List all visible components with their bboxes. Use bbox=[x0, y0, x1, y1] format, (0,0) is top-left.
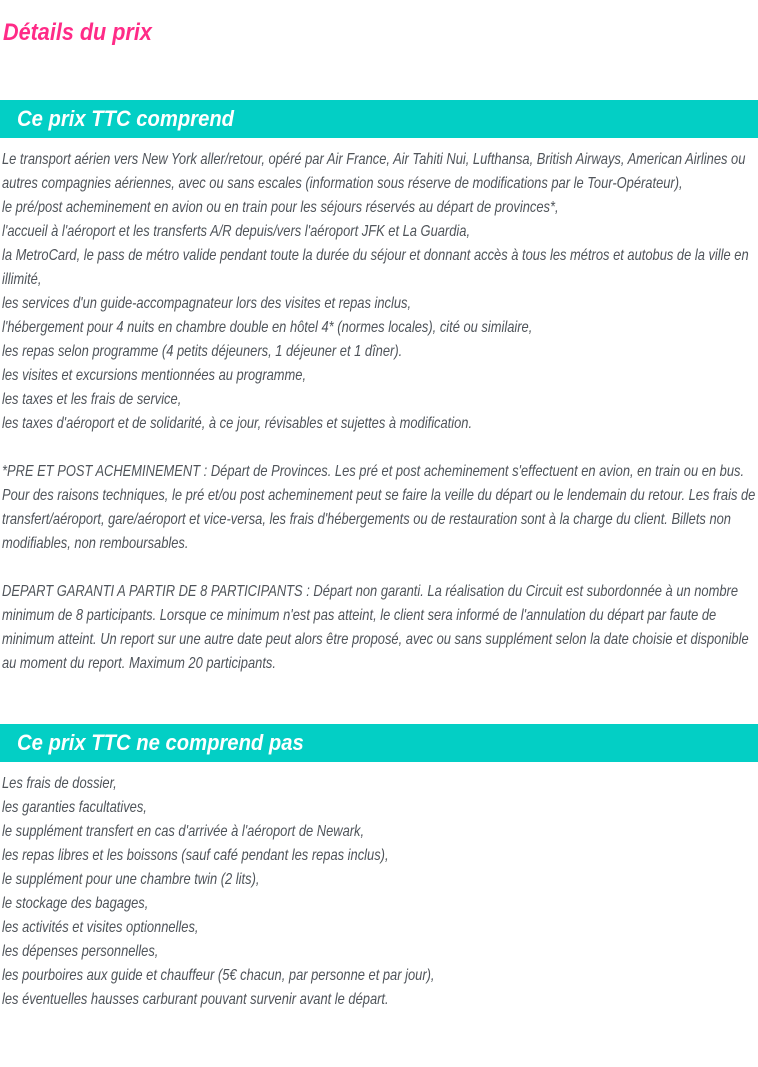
included-list bbox=[2, 148, 758, 676]
included-item: la MetroCard, le pass de métro valide pendant toute la durée du séjour et donnant accès à tous les métros et autobus de la ville en illimité, bbox=[2, 247, 749, 288]
included-item: l'hébergement pour 4 nuits en chambre double en hôtel 4* (normes locales), cité ou similaire, bbox=[2, 319, 533, 336]
section-heading-not-included-text: Ce prix TTC ne comprend pas bbox=[17, 730, 304, 755]
note-depart-garanti: DEPART GARANTI A PARTIR DE 8 PARTICIPANTS : Départ non garanti. La réalisation du Circuit est subordonnée à un nombre minimum de 8 participants. Lorsque ce minimum n'est pas atteint, le client sera informé de l'annulation du départ par faute de minimum atteint. Un report sur une autre date peut alors être proposé, avec ou sans supplément selon la date choisie et disponible au moment du report. Maximum 20 participants. bbox=[2, 583, 749, 672]
not-included-item: le supplément transfert en cas d'arrivée à l'aéroport de Newark, bbox=[2, 823, 365, 840]
not-included-item: les activités et visites optionnelles, bbox=[2, 919, 199, 936]
section-included bbox=[0, 100, 758, 676]
section-not-included bbox=[0, 724, 758, 1012]
note-pre-post-acheminement: *PRE ET POST ACHEMINEMENT : Départ de Provinces. Les pré et post acheminement s'effectuent en avion, en train ou en bus. Pour des raisons techniques, le pré et/ou post acheminement peut se faire la veille du départ ou le lendemain du retour. Les frais de transfert/aéroport, gare/aéroport et vice-versa, les frais d'hébergements ou de restauration sont à la charge du client. Billets non modifiables, non remboursables. bbox=[2, 463, 756, 552]
section-heading-not-included bbox=[0, 724, 758, 762]
not-included-item: les éventuelles hausses carburant pouvant survenir avant le départ. bbox=[2, 991, 389, 1008]
page-title-text: Détails du prix bbox=[3, 19, 152, 46]
not-included-item: Les frais de dossier, bbox=[2, 775, 117, 792]
included-item: Le transport aérien vers New York aller/retour, opéré par Air France, Air Tahiti Nui, Lufthansa, British Airways, American Airlines ou autres compagnies aériennes, avec ou sans escales (information sous réserve de modifications par le Tour-Opérateur), bbox=[2, 151, 746, 192]
included-item: les taxes d'aéroport et de solidarité, à ce jour, révisables et sujettes à modification. bbox=[2, 415, 473, 432]
included-item: les services d'un guide-accompagnateur lors des visites et repas inclus, bbox=[2, 295, 412, 312]
included-item: le pré/post acheminement en avion ou en train pour les séjours réservés au départ de provinces*, bbox=[2, 199, 559, 216]
not-included-item: les pourboires aux guide et chauffeur (5€ chacun, par personne et par jour), bbox=[2, 967, 435, 984]
not-included-item: le supplément pour une chambre twin (2 lits), bbox=[2, 871, 260, 888]
included-item: l'accueil à l'aéroport et les transferts A/R depuis/vers l'aéroport JFK et La Guardia, bbox=[2, 223, 471, 240]
not-included-list bbox=[2, 772, 758, 1012]
section-heading-included-text: Ce prix TTC comprend bbox=[17, 106, 235, 131]
price-details-page bbox=[0, 18, 758, 1012]
section-heading-included bbox=[0, 100, 758, 138]
included-item: les repas selon programme (4 petits déjeuners, 1 déjeuner et 1 dîner). bbox=[2, 343, 403, 360]
included-item: les visites et excursions mentionnées au programme, bbox=[2, 367, 307, 384]
not-included-item: le stockage des bagages, bbox=[2, 895, 149, 912]
not-included-item: les repas libres et les boissons (sauf café pendant les repas inclus), bbox=[2, 847, 389, 864]
included-item: les taxes et les frais de service, bbox=[2, 391, 182, 408]
not-included-item: les garanties facultatives, bbox=[2, 799, 147, 816]
not-included-item: les dépenses personnelles, bbox=[2, 943, 159, 960]
page-title bbox=[3, 18, 758, 48]
